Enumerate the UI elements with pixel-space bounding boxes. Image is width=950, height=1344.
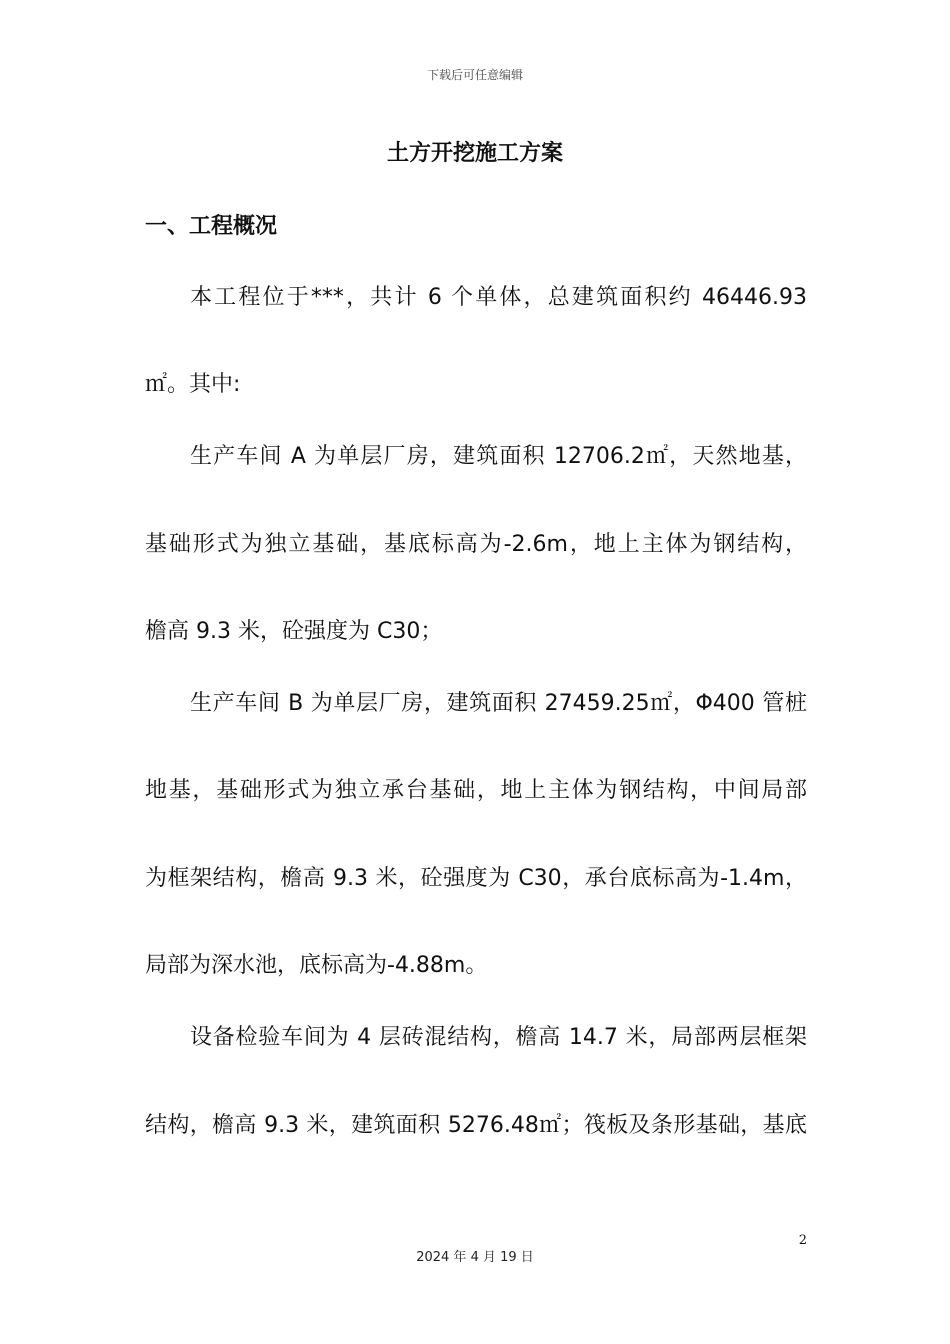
body-line: 本工程位于***，共计 6 个单体，总建筑面积约 46446.93 (190, 285, 807, 310)
body-line: ㎡。其中: (145, 372, 241, 397)
header-note: 下载后可任意编辑 (426, 68, 523, 82)
body-line: 设备检验车间为 4 层砖混结构，檐高 14.7 米，局部两层框架 (190, 1025, 807, 1050)
body-line: 生产车间 B 为单层厂房，建筑面积 27459.25㎡，Φ400 管桩 (190, 691, 807, 716)
body-line: 为框架结构，檐高 9.3 米，砼强度为 C30，承台底标高为-1.4m， (145, 866, 807, 891)
body-line: 局部为深水池，底标高为-4.88m。 (145, 953, 488, 978)
body-line: 结构，檐高 9.3 米，建筑面积 5276.48㎡；筏板及条形基础，基底 (145, 1113, 807, 1138)
footer-date: 2024 年 4 月 19 日 (416, 1250, 534, 1265)
page-number: 2 (798, 1233, 807, 1248)
section-heading: 一、工程概况 (145, 214, 278, 239)
document-title: 土方开挖施工方案 (386, 141, 563, 166)
body-line: 檐高 9.3 米，砼强度为 C30； (145, 619, 443, 644)
body-line: 地基，基础形式为独立承台基础，地上主体为钢结构，中间局部 (145, 778, 807, 803)
body-line: 基础形式为独立基础，基底标高为-2.6m，地上主体为钢结构， (145, 532, 807, 557)
body-line: 生产车间 A 为单层厂房，建筑面积 12706.2㎡，天然地基， (190, 444, 807, 469)
